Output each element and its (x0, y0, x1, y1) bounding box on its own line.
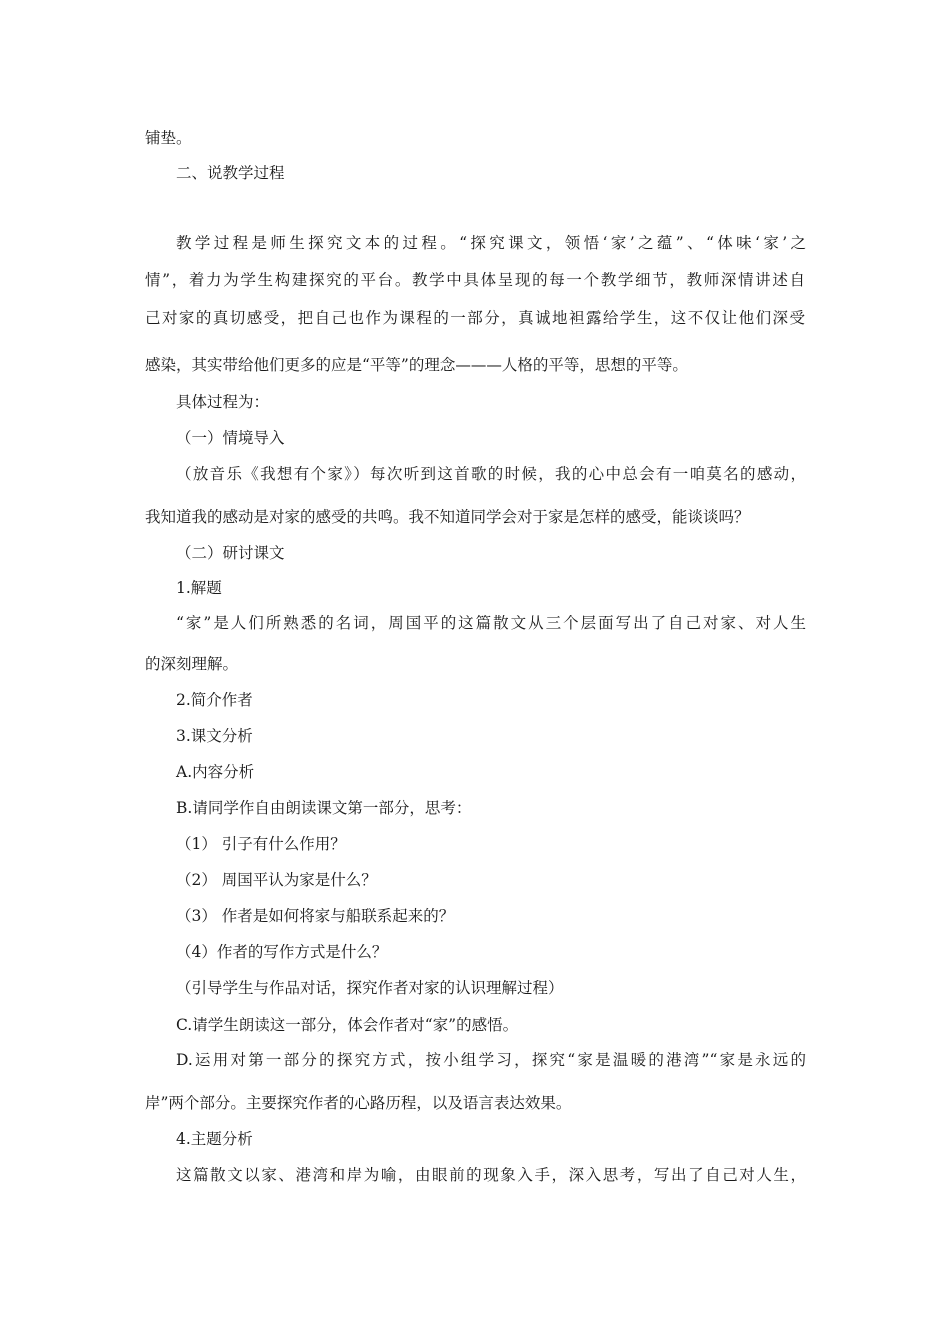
text-line: 铺垫。 (145, 129, 192, 147)
text-line: A.内容分析 (176, 763, 255, 781)
text-line: 我知道我的感动是对家的感受的共鸣。我不知道同学会对于家是怎样的感受，能谈谈吗？ (145, 508, 750, 526)
list-item: （3） 作者是如何将家与船联系起来的？ (176, 907, 455, 925)
text-line: 这篇散文以家、港湾和岸为喻，由眼前的现象入手，深入思考，写出了自己对人生， (176, 1166, 806, 1184)
list-item: （1） 引子有什么作用？ (176, 835, 346, 853)
subsection-heading: （二）研讨课文 (176, 544, 285, 562)
text-line: 4.主题分析 (176, 1130, 253, 1148)
text-line: 感染，其实带给他们更多的应是“平等”的理念———人格的平等，思想的平等。 (145, 356, 688, 374)
text-line: 情”，着力为学生构建探究的平台。教学中具体呈现的每一个教学细节，教师深情讲述自 (145, 271, 805, 289)
text-line: B.请同学作自由朗读课文第一部分，思考： (176, 799, 472, 817)
subsection-heading: （一）情境导入 (176, 429, 285, 447)
text-line: 的深刻理解。 (145, 655, 239, 673)
text-line: 3.课文分析 (176, 727, 253, 745)
text-line: C.请学生朗读这一部分，体会作者对“家”的感悟。 (176, 1016, 519, 1034)
section-heading: 二、说教学过程 (176, 164, 285, 182)
text-line: 具体过程为： (176, 393, 270, 411)
text-line: 岸”两个部分。主要探究作者的心路历程，以及语言表达效果。 (145, 1094, 572, 1112)
list-item: （2） 周国平认为家是什么？ (176, 871, 377, 889)
text-line: “家”是人们所熟悉的名词，周国平的这篇散文从三个层面写出了自己对家、对人生 (176, 614, 806, 632)
text-line: 1.解题 (176, 579, 222, 597)
text-line: D.运用对第一部分的探究方式，按小组学习，探究“家是温暖的港湾”“家是永远的 (176, 1051, 806, 1069)
text-line: 2.简介作者 (176, 691, 253, 709)
text-line: （放音乐《我想有个家》）每次听到这首歌的时候，我的心中总会有一咱莫名的感动， (176, 465, 806, 483)
text-line: 教学过程是师生探究文本的过程。“探究课文，领悟‘家’之蕴”、“体味‘家’之 (176, 234, 806, 252)
text-line: （引导学生与作品对话，探究作者对家的认识理解过程） (176, 979, 564, 997)
list-item: （4）作者的写作方式是什么？ (176, 943, 388, 961)
text-line: 己对家的真切感受，把自己也作为课程的一部分，真诚地袒露给学生，这不仅让他们深受 (145, 309, 805, 327)
